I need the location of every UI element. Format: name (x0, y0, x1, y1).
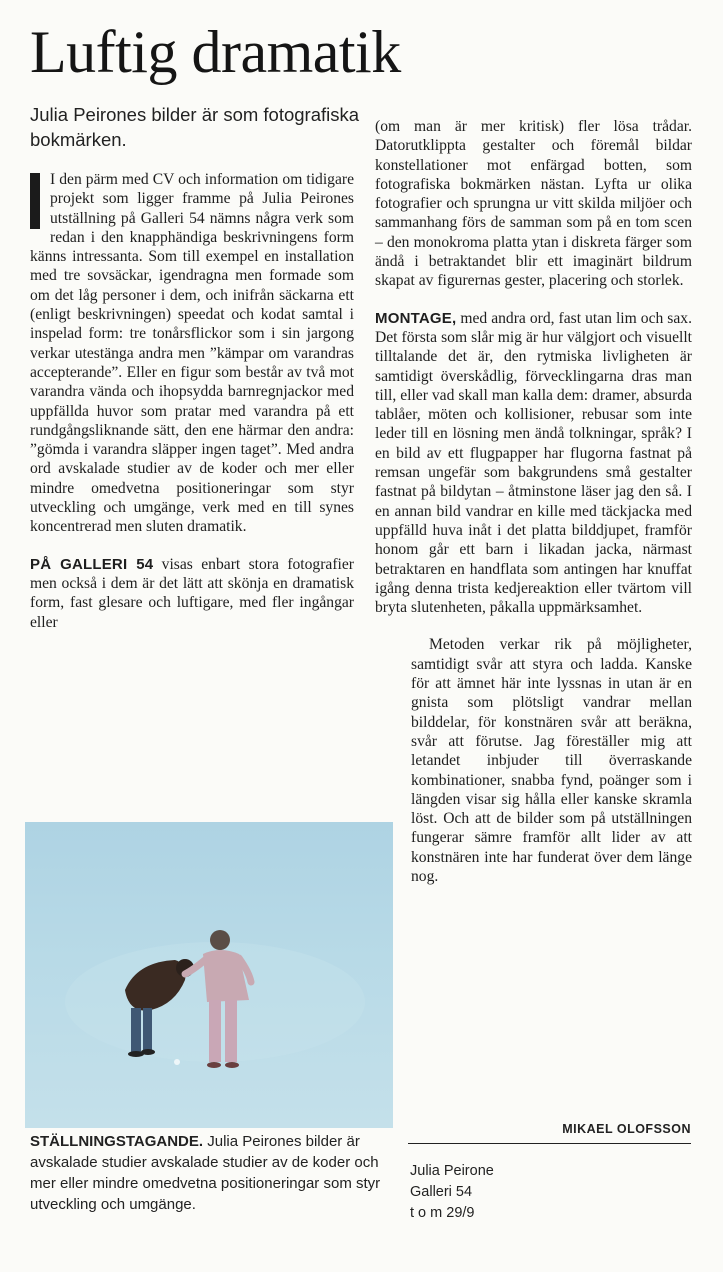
byline-rule (408, 1143, 691, 1144)
paragraph (30, 170, 354, 537)
paragraph-text: med andra ord, fast utan lim och sax. Det första som slår mig är hur välgjort och visuellt tilltalande det är, den rytmiska livligheten är samtidigt överskådlig, förvecklingarna dras man till, eller vad skall man kalla dem: dramer, absurda tablåer, möten och kollisioner, rebusar som inte leder till en lösning men ändå tolkningar, språk? I en bild av ett flugpapper har flugorna fastnat på remsan ungefär som bakgrundens små gestalter fastnat på bildytan – åtminstone läser jag den så. I en annan bild vandrar en kille med täckjacka med uppfälld huva inåt i det platta bilddjupet, framför honom går ett barn i likadan jacka, närmast betraktaren en handflata som antingen har knuffat igång denna trista kedjereaktion eller tvärtom vill bryta slutenheten, påkalla uppmärksamhet. (375, 309, 692, 617)
paragraph-text: I den pärm med CV och information om tidigare projekt som ligger framme på Julia Peirones utställning på Galleri 54 nämns några verk som redan i den knapphändiga beskrivningens form känns intressanta. Som till exempel en installation med tre sovsäckar, igendragna men formade som om det låg personer i dem, och inifrån säckarna ett (enligt beskrivningen) speedat och kodat samtal i inspelad form: tre tonårsflickor som i sin jargong verkar utestänga andra men ”kämpar om varandras accepterande”. Eller en figur som består av två mot varandra vända och ihopsydda barnregnjackor med uppfällda huvor som pratar med varandra på ett rundgångsliknande sätt, den ene härmar den andra: ”gömda i varandra släpper ingen taget”. Med andra ord avskalade studier av de koder och mer eller mindre omedvetna positioneringar som styr utveckling och umgänge, verk med en till synes koncentrerad men sluten dramatik. (30, 171, 354, 536)
fact-artist: Julia Peirone (410, 1163, 494, 1179)
paragraph-text: visas enbart stora fotografier men också i dem är det lätt att skönja en dramatisk form, fast glesare och luftigare, med fler ingångar eller (30, 555, 354, 631)
fact-box (410, 1161, 494, 1224)
byline: MIKAEL OLOFSSON (562, 1122, 691, 1136)
drop-cap-bar (30, 173, 40, 229)
paragraph: Metoden verkar rik på möjligheter, samtidigt svår att styra och ladda. Kanske för att ämnet här inte lyssnas in utan är en gnista som plötsligt vandrar mellan bilddelar, för konstnären svår att beräkna, svår att förutse. Jag föreställer mig att letandet inbjuder till överraskande kombinationer, snabba fynd, poänger som i längden visar sig hålla eller kanske skramla löst. Och att de bilder som på utställningen fungerar sämre framför allt lider av att konstnären inte har funderat över dem länge nog. (411, 636, 692, 885)
paragraph (30, 555, 354, 632)
deck-subheading: Julia Peirones bilder är som fotografiska bokmärken. (30, 104, 360, 150)
caption-text: Julia Peirones bilder är avskalade studier avskalade studier av de koder och mer eller mindre omedvetna positioneringar som styr utveckling och umgänge. (30, 1133, 381, 1213)
headline: Luftig dramatik (30, 19, 401, 85)
caption-lead-in: STÄLLNINGSTAGANDE. (30, 1133, 204, 1150)
article-photo (25, 822, 393, 1128)
paragraph (375, 309, 692, 618)
article-column-right (375, 117, 692, 904)
photo-caption (30, 1131, 392, 1215)
article-column-left (30, 170, 354, 650)
paragraph-lead-in: PÅ GALLERI 54 (30, 555, 154, 573)
photo-illustration (25, 822, 393, 1128)
fact-venue: Galleri 54 (410, 1184, 473, 1200)
paragraph-lead-in: MONTAGE, (375, 309, 457, 327)
fact-dates: t o m 29/9 (410, 1205, 475, 1221)
paragraph: (om man är mer kritisk) fler lösa trådar. Datorutklippta gestalter och föremål bildar konstellationer mot enfärgad botten, som fotografiska bokmärken nästan. Lyfta ur olika fotografier och sprungna ur vitt skilda miljöer och sammanhang förs de samman som på en tom scen – den monokroma platta ytan i diskreta färger som ändå i betraktandet blir ett imaginärt bildrum skapat av figurernas gester, placering och storlek. (375, 118, 692, 290)
